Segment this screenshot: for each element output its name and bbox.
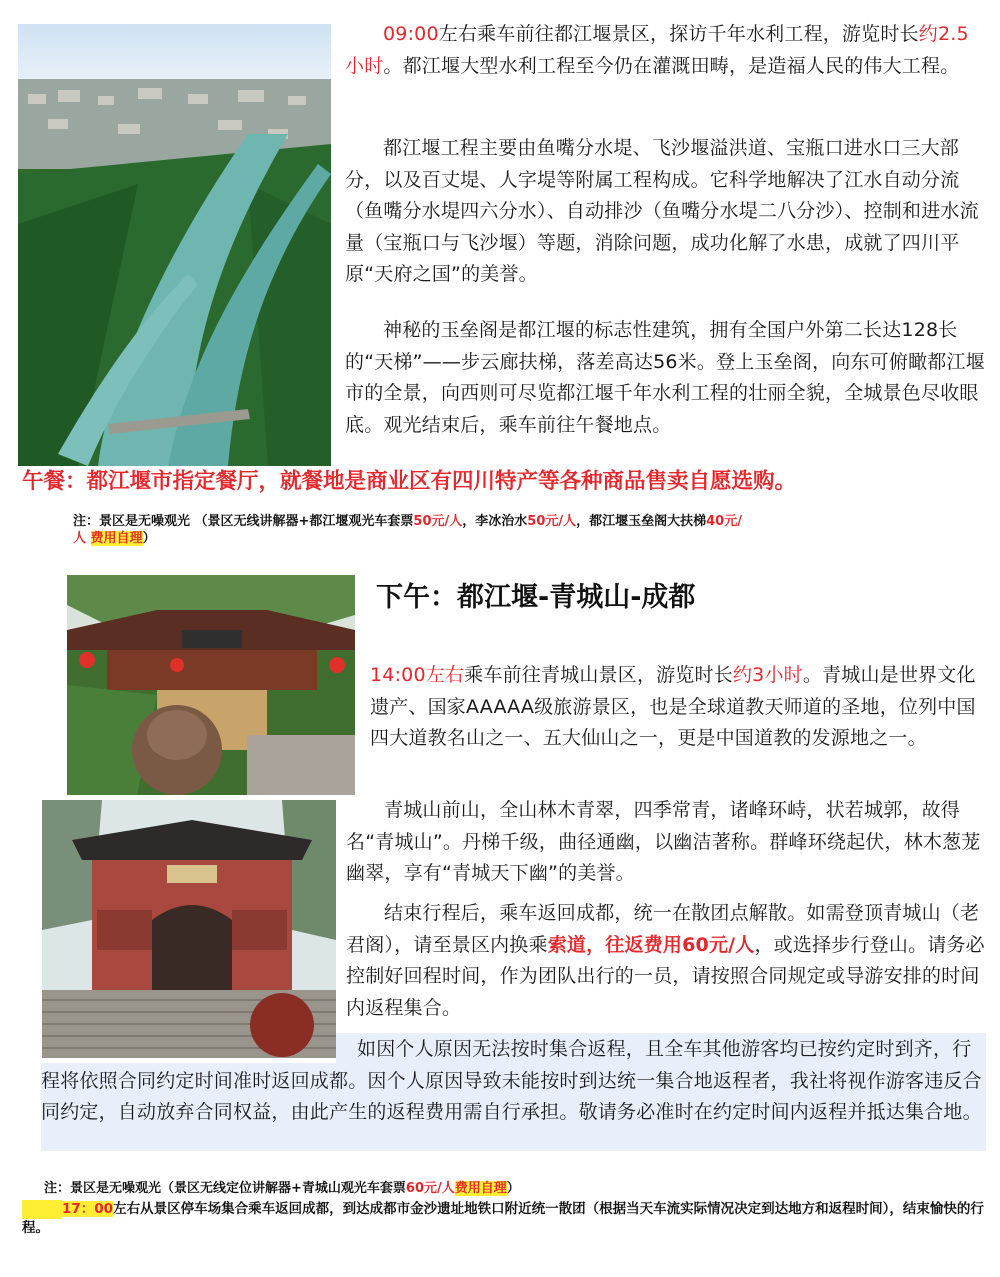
morning-paragraph-2: 都江堰工程主要由鱼嘴分水堤、飞沙堰溢洪道、宝瓶口进水口三大部分，以及百丈堤、人字堤等附属工程构成。它科学地解决了江水自动分流（鱼嘴分水堤四六分水）、自动排沙（鱼嘴分水堤二八分沙）、控制和进水流量（宝瓶口与飞沙堰）等题，消除问题，成功化解了水患，成就了四川平原“天府之国”的美誉。 bbox=[345, 137, 979, 285]
afternoon-text-3b: ，或选择步行登山。请务必控制好回程时间，作为团队出行的一员，请按照合同规定或导游安排的时间内返程集合。 bbox=[346, 933, 985, 1019]
qingchengshan-gate-photo bbox=[67, 575, 355, 795]
afternoon-paragraph-1 bbox=[370, 660, 985, 755]
note1-text-c: ，都江堰玉垒阁大扶梯 bbox=[576, 514, 707, 529]
qingchengshan-temple-photo bbox=[42, 800, 336, 1058]
note-qingchengshan-fees bbox=[44, 1180, 944, 1197]
lunch-info: 午餐：都江堰市指定餐厅，就餐地是商业区有四川特产等各种商品售卖自愿选购。 bbox=[22, 469, 797, 494]
morning-text-a: 左右乘车前往都江堰景区，探访千年水利工程，游览时长 bbox=[438, 23, 919, 45]
note1-text-b: ，李冰治水 bbox=[462, 514, 528, 529]
afternoon-paragraph-3 bbox=[346, 898, 986, 1024]
note1-text-a: 注：景区是无噪观光 （景区无线讲解器+都江堰观光车套票 bbox=[73, 514, 414, 529]
morning-duration: 约2.5小时 bbox=[345, 23, 969, 77]
afternoon-text-3a: 结束行程后，乘车返回成都，统一在散团点解散。如需登顶青城山（老君阁），请至景区内换乘 bbox=[346, 902, 980, 956]
note1-price-1: 50元/人 bbox=[413, 514, 463, 529]
note1-end: ） bbox=[142, 531, 156, 546]
afternoon-paragraph-2: 青城山前山，全山林木青翠，四季常青，诸峰环峙，状若城郭，故得名“青城山”。丹梯千级，曲径通幽，以幽洁著称。群峰环绕起伏，林木葱茏幽翠，享有“青城天下幽”的美誉。 bbox=[346, 799, 981, 884]
afternoon-heading: 下午：都江堰-青城山-成都 bbox=[376, 582, 696, 613]
note1-self-pay: 费用自理 bbox=[90, 531, 143, 546]
morning-paragraph-3: 神秘的玉垒阁是都江堰的标志性建筑，拥有全国户外第二长达128长的“天梯”——步云廊扶梯，落差高达56米。登上玉垒阁，向东可俯瞰都江堰市的全景，向西则可尽览都江堰千年水利工程的壮丽全貌，全城景色尽收眼底。观光结束后，乘车前往午餐地点。 bbox=[345, 319, 985, 436]
afternoon-duration: 约3小时 bbox=[732, 664, 803, 686]
note1-price-3b: 人 bbox=[73, 531, 87, 546]
note2-self-pay: 费用自理 bbox=[454, 1181, 507, 1196]
note2-end: ） bbox=[506, 1181, 520, 1196]
note-dujiangyan-fees bbox=[73, 513, 873, 547]
note2-text-a: 注：景区是无噪观光（景区无线定位讲解器+青城山观光车套票 bbox=[44, 1181, 406, 1196]
morning-time: 09:00 bbox=[383, 23, 439, 45]
afternoon-paragraph-4: 如因个人原因无法按时集合返程，且全车其他游客均已按约定时到齐，行程将依照合同约定时间准时返回成都。因个人原因导致未能按时到达统一集合地返程者，我社将视作游客违反合同约定，自动放弃合同权益，由此产生的返程费用需自行承担。敬请务必准时在约定时间内返程并抵达集合地。 bbox=[41, 1038, 982, 1123]
afternoon-text-b: 。青城山是世界文化遗产、国家AAAAA级旅游景区，也是全球道教天师道的圣地，位列中国四大道教名山之一、五大仙山之一，更是中国道教的发源地之一。 bbox=[370, 664, 976, 749]
morning-paragraph-1 bbox=[345, 19, 985, 82]
dujiangyan-aerial-photo bbox=[18, 24, 331, 466]
afternoon-text-a: 乘车前往青城山景区，游览时长 bbox=[464, 664, 733, 686]
final-time: 17：00 bbox=[62, 1201, 114, 1217]
final-text: 左右从景区停车场集合乘车返回成都，到达成都市金沙遗址地铁口附近统一散团（根据当天车流实际情况决定到达地方和返程时间），结束愉快的行程。 bbox=[22, 1201, 984, 1236]
note2-price: 60元/人 bbox=[405, 1181, 455, 1196]
final-return-info bbox=[22, 1200, 987, 1238]
morning-text-b: 。都江堰大型水利工程至今仍在灌溉田畴，是造福人民的伟大工程。 bbox=[383, 54, 960, 77]
afternoon-time: 14:00左右 bbox=[370, 664, 465, 686]
cable-car-fee: 索道，往返费用60元/人 bbox=[547, 933, 755, 956]
note1-price-2: 50元/人 bbox=[527, 514, 577, 529]
note1-price-3a: 40元/ bbox=[706, 514, 742, 529]
